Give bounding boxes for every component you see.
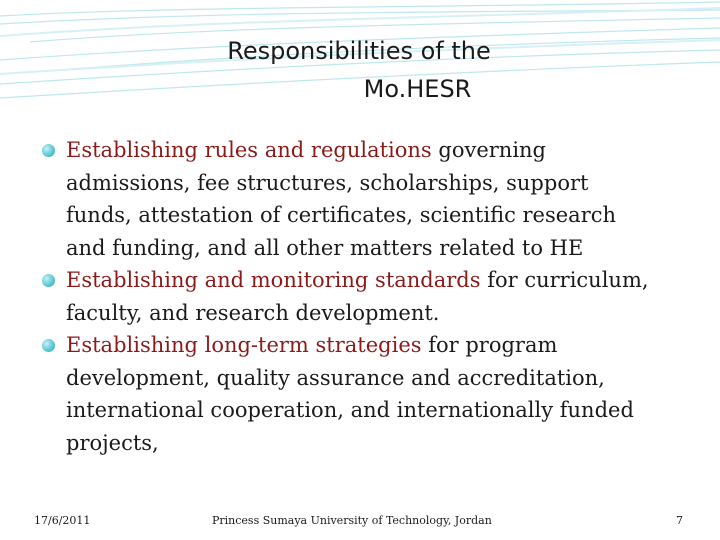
bullet-text: admissions, fee structures, scholarships, support <box>66 170 589 195</box>
bullet-text: and funding, and all other matters related to HE <box>66 235 584 260</box>
bullet-text: faculty, and research development. <box>66 300 440 325</box>
bullet-item <box>42 134 702 264</box>
bullet-text: for curriculum, <box>480 268 649 292</box>
slide-title <box>0 32 720 108</box>
bullet-item <box>42 264 702 329</box>
bullet-icon <box>42 274 55 287</box>
title-line-1: Responsibilities of the <box>227 37 491 65</box>
footer-organization: Princess Sumaya University of Technology, Jordan <box>212 514 492 527</box>
bullet-text: international cooperation, and internationally funded <box>66 398 634 422</box>
bullet-icon <box>42 144 55 157</box>
bullet-highlight: Establishing and monitoring standards <box>66 268 481 292</box>
bullet-highlight: Establishing rules and regulations <box>66 138 432 162</box>
bullet-text: governing <box>431 138 547 162</box>
bullet-text: for program <box>421 333 558 357</box>
bullet-list <box>42 134 702 459</box>
bullet-text: funds, attestation of certificates, scientific research <box>66 203 617 227</box>
bullet-item <box>42 329 702 459</box>
slide-number: 7 <box>676 514 683 527</box>
bullet-highlight: Establishing long-term strategies <box>66 333 422 357</box>
title-line-2: Mo.HESR <box>363 75 472 103</box>
bullet-text: development, quality assurance and accreditation, <box>66 365 605 390</box>
bullet-text: projects, <box>66 430 159 455</box>
bullet-icon <box>42 339 55 352</box>
footer-date: 17/6/2011 <box>34 514 91 527</box>
